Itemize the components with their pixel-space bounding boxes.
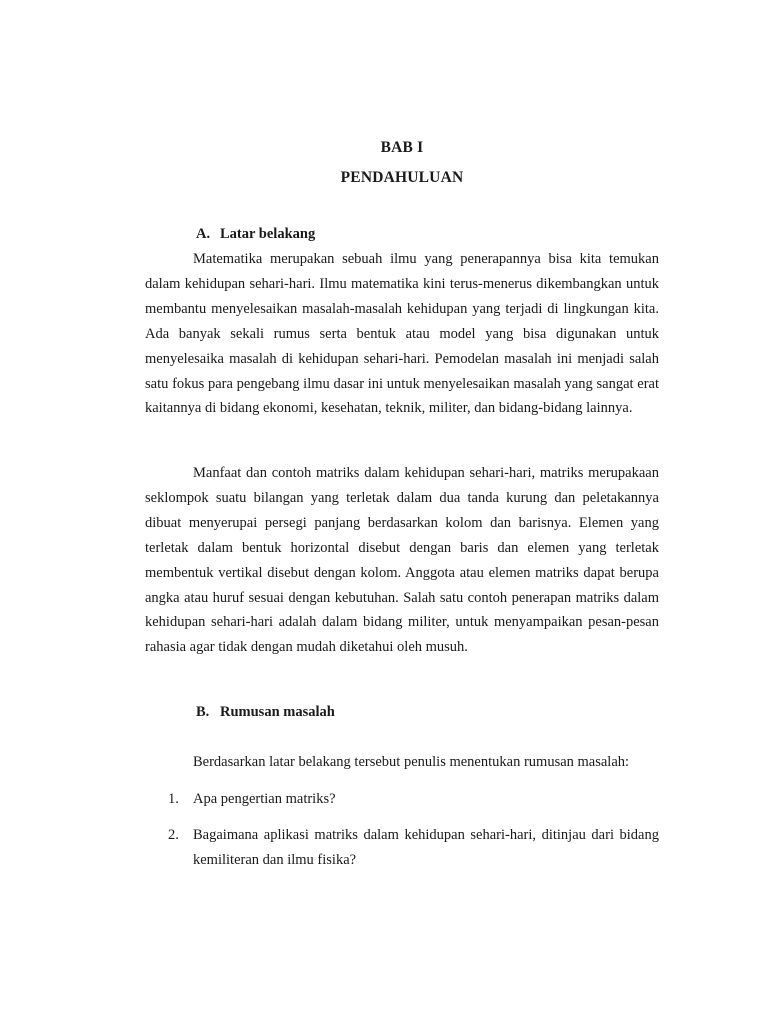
list-item-number: 1. bbox=[168, 791, 179, 807]
section-b-intro: Berdasarkan latar belakang tersebut penulis menentukan rumusan masalah: bbox=[193, 754, 630, 770]
section-a-paragraph-2: Manfaat dan contoh matriks dalam kehidupan sehari-hari, matriks merupakaan seklompok suatu bilangan yang terletak dalam dua tanda kurung dan peletakannya dibuat menyerupai persegi panjang berdasarkan kolom dan barisnya. Elemen yang terletak dalam bentuk horizontal disebut dengan baris dan elemen yang terletak membentuk vertikal disebut dengan kolom. Anggota atau elemen matriks dapat berupa angka atau huruf sesuai dengan kebutuhan. Salah satu contoh penerapan matriks dalam kehidupan sehari-hari adalah dalam bidang militer, untuk menyampaikan pesan-pesan rahasia agar tidak dengan mudah diketahui oleh musuh. bbox=[145, 465, 659, 656]
section-b-heading bbox=[196, 704, 335, 721]
section-a-heading bbox=[196, 226, 315, 243]
list-item-text: Bagaimana aplikasi matriks dalam kehidupan sehari-hari, ditinjau dari bidang kemiliteran dan ilmu fisika? bbox=[193, 826, 659, 868]
list-item bbox=[168, 787, 659, 812]
section-a-number: A. bbox=[196, 226, 211, 242]
section-b-title: Rumusan masalah bbox=[220, 704, 335, 720]
list-item-text: Apa pengertian matriks? bbox=[193, 791, 336, 807]
chapter-title: PENDAHULUAN bbox=[340, 169, 464, 186]
list-item-number: 2. bbox=[168, 826, 179, 843]
list-item bbox=[168, 823, 659, 873]
section-a-title: Latar belakang bbox=[220, 226, 316, 242]
problem-list bbox=[168, 787, 659, 873]
chapter-label: BAB I bbox=[380, 139, 424, 156]
section-a-paragraph-1: Matematika merupakan sebuah ilmu yang penerapannya bisa kita temukan dalam kehidupan sehari-hari. Ilmu matematika kini terus-menerus dikembangkan untuk membantu menyelesaikan masalah-masalah kehidupan yang terjadi di lingkungan kita. Ada banyak sekali rumus serta bentuk atau model yang bisa digunakan untuk menyelesaika masalah di kehidupan sehari-hari. Pemodelan masalah ini menjadi salah satu fokus para pengebang ilmu dasar ini untuk menyelesaikan masalah yang sangat erat kaitannya di bidang ekonomi, kesehatan, teknik, militer, dan bidang-bidang lainnya. bbox=[145, 251, 659, 417]
section-b-number: B. bbox=[196, 704, 210, 720]
